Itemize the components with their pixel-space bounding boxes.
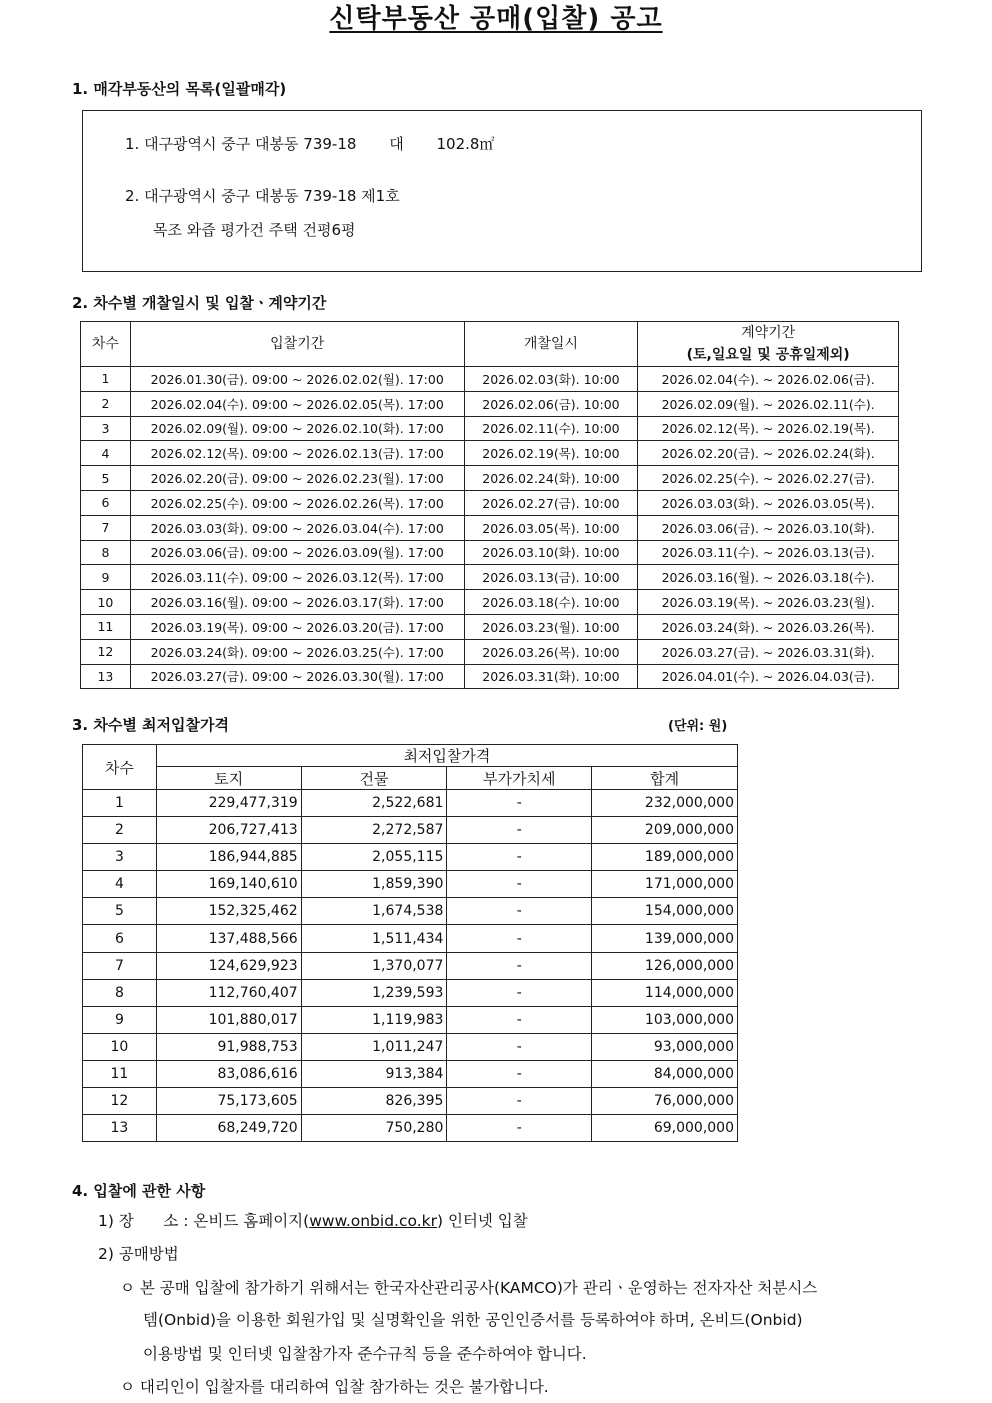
schedule-opening: 2026.02.19(목). 10:00 bbox=[464, 441, 638, 466]
col-vat: 부가가치세 bbox=[447, 767, 592, 790]
schedule-bid-period: 2026.03.11(수). 09:00 ~ 2026.03.12(목). 17:00 bbox=[130, 565, 464, 590]
bullet2: ㅇ 대리인이 입찰자를 대리하여 입찰 참가하는 것은 불가합니다. bbox=[120, 1378, 549, 1396]
price-land: 83,086,616 bbox=[156, 1060, 301, 1087]
section2-heading: 2. 차수별 개찰일시 및 입찰ㆍ계약기간 bbox=[72, 294, 327, 312]
schedule-round: 7 bbox=[81, 515, 131, 540]
price-building: 1,511,434 bbox=[301, 925, 447, 952]
price-land: 229,477,319 bbox=[156, 790, 301, 817]
col-land: 토지 bbox=[156, 767, 301, 790]
price-row bbox=[83, 1115, 738, 1142]
price-vat: - bbox=[447, 790, 592, 817]
schedule-opening: 2026.03.31(화). 10:00 bbox=[464, 664, 638, 689]
price-round: 1 bbox=[83, 790, 157, 817]
price-land: 186,944,885 bbox=[156, 844, 301, 871]
property-item-1-area: 102.8㎡ bbox=[436, 135, 495, 153]
price-land: 124,629,923 bbox=[156, 952, 301, 979]
schedule-contract: 2026.03.27(금). ~ 2026.03.31(화). bbox=[638, 639, 899, 664]
schedule-opening: 2026.03.10(화). 10:00 bbox=[464, 540, 638, 565]
price-total: 69,000,000 bbox=[592, 1115, 738, 1142]
schedule-opening: 2026.03.18(수). 10:00 bbox=[464, 590, 638, 615]
price-row bbox=[83, 844, 738, 871]
schedule-row bbox=[81, 614, 899, 639]
col-total: 합계 bbox=[592, 767, 738, 790]
price-building: 1,239,593 bbox=[301, 979, 447, 1006]
schedule-opening: 2026.03.13(금). 10:00 bbox=[464, 565, 638, 590]
price-round: 12 bbox=[83, 1088, 157, 1115]
property-list-box bbox=[82, 110, 922, 272]
schedule-contract: 2026.02.09(월). ~ 2026.02.11(수). bbox=[638, 391, 899, 416]
price-total: 93,000,000 bbox=[592, 1033, 738, 1060]
price-total: 76,000,000 bbox=[592, 1088, 738, 1115]
price-vat: - bbox=[447, 979, 592, 1006]
place-suffix: ) 인터넷 입찰 bbox=[436, 1212, 528, 1230]
price-land: 112,760,407 bbox=[156, 979, 301, 1006]
price-round: 3 bbox=[83, 844, 157, 871]
price-round: 7 bbox=[83, 952, 157, 979]
price-vat: - bbox=[447, 817, 592, 844]
price-vat: - bbox=[447, 1033, 592, 1060]
price-building: 750,280 bbox=[301, 1115, 447, 1142]
price-vat: - bbox=[447, 1115, 592, 1142]
col-contract-note-text: (토,일요일 및 공휴일제외) bbox=[686, 347, 850, 363]
schedule-contract: 2026.04.01(수). ~ 2026.04.03(금). bbox=[638, 664, 899, 689]
section4-heading: 4. 입찰에 관한 사항 bbox=[72, 1182, 206, 1200]
schedule-contract: 2026.02.04(수). ~ 2026.02.06(금). bbox=[638, 367, 899, 392]
price-round: 6 bbox=[83, 925, 157, 952]
price-vat: - bbox=[447, 844, 592, 871]
price-total: 154,000,000 bbox=[592, 898, 738, 925]
property-item-2-line1: 2. 대구광역시 중구 대봉동 739-18 제1호 bbox=[125, 187, 400, 205]
schedule-row bbox=[81, 590, 899, 615]
schedule-bid-period: 2026.02.20(금). 09:00 ~ 2026.02.23(월). 17:00 bbox=[130, 466, 464, 491]
page-title bbox=[0, 2, 992, 36]
schedule-opening: 2026.02.06(금). 10:00 bbox=[464, 391, 638, 416]
schedule-opening: 2026.03.05(목). 10:00 bbox=[464, 515, 638, 540]
schedule-round: 1 bbox=[81, 367, 131, 392]
section1-heading: 1. 매각부동산의 목록(일괄매각) bbox=[72, 80, 287, 98]
price-total: 126,000,000 bbox=[592, 952, 738, 979]
price-row bbox=[83, 925, 738, 952]
price-total: 84,000,000 bbox=[592, 1060, 738, 1087]
price-land: 169,140,610 bbox=[156, 871, 301, 898]
col-bid-period: 입찰기간 bbox=[130, 322, 464, 367]
schedule-bid-period: 2026.03.03(화). 09:00 ~ 2026.03.04(수). 17:00 bbox=[130, 515, 464, 540]
schedule-round: 13 bbox=[81, 664, 131, 689]
price-total: 103,000,000 bbox=[592, 1006, 738, 1033]
schedule-opening: 2026.02.11(수). 10:00 bbox=[464, 416, 638, 441]
schedule-contract: 2026.02.20(금). ~ 2026.02.24(화). bbox=[638, 441, 899, 466]
schedule-contract: 2026.02.12(목). ~ 2026.02.19(목). bbox=[638, 416, 899, 441]
schedule-opening: 2026.03.23(월). 10:00 bbox=[464, 614, 638, 639]
schedule-table bbox=[80, 321, 899, 689]
schedule-contract: 2026.03.03(화). ~ 2026.03.05(목). bbox=[638, 490, 899, 515]
price-building: 826,395 bbox=[301, 1088, 447, 1115]
price-land: 152,325,462 bbox=[156, 898, 301, 925]
schedule-bid-period: 2026.03.27(금). 09:00 ~ 2026.03.30(월). 17:00 bbox=[130, 664, 464, 689]
schedule-contract: 2026.03.24(화). ~ 2026.03.26(목). bbox=[638, 614, 899, 639]
price-round: 4 bbox=[83, 871, 157, 898]
schedule-round: 6 bbox=[81, 490, 131, 515]
schedule-contract: 2026.03.11(수). ~ 2026.03.13(금). bbox=[638, 540, 899, 565]
schedule-bid-period: 2026.02.12(목). 09:00 ~ 2026.02.13(금). 17:00 bbox=[130, 441, 464, 466]
schedule-round: 5 bbox=[81, 466, 131, 491]
price-row bbox=[83, 979, 738, 1006]
schedule-round: 2 bbox=[81, 391, 131, 416]
price-building: 1,859,390 bbox=[301, 871, 447, 898]
price-round: 9 bbox=[83, 1006, 157, 1033]
schedule-row bbox=[81, 367, 899, 392]
schedule-bid-period: 2026.03.16(월). 09:00 ~ 2026.03.17(화). 17:00 bbox=[130, 590, 464, 615]
schedule-contract: 2026.03.16(월). ~ 2026.03.18(수). bbox=[638, 565, 899, 590]
col-building: 건물 bbox=[301, 767, 447, 790]
price-row bbox=[83, 1088, 738, 1115]
price-building: 1,011,247 bbox=[301, 1033, 447, 1060]
price-building: 1,119,983 bbox=[301, 1006, 447, 1033]
price-building: 913,384 bbox=[301, 1060, 447, 1087]
property-item-1-category: 대 bbox=[389, 135, 404, 153]
schedule-bid-period: 2026.01.30(금). 09:00 ~ 2026.02.02(월). 17:00 bbox=[130, 367, 464, 392]
price-vat: - bbox=[447, 1088, 592, 1115]
schedule-opening: 2026.02.27(금). 10:00 bbox=[464, 490, 638, 515]
place-line bbox=[98, 1210, 528, 1232]
price-total: 209,000,000 bbox=[592, 817, 738, 844]
price-round: 11 bbox=[83, 1060, 157, 1087]
price-row bbox=[83, 1060, 738, 1087]
col-price-round: 차수 bbox=[83, 745, 157, 790]
price-round: 13 bbox=[83, 1115, 157, 1142]
price-vat: - bbox=[447, 1060, 592, 1087]
schedule-opening: 2026.02.24(화). 10:00 bbox=[464, 466, 638, 491]
price-total: 171,000,000 bbox=[592, 871, 738, 898]
schedule-row bbox=[81, 515, 899, 540]
bullet1-line1: ㅇ 본 공매 입찰에 참가하기 위해서는 한국자산관리공사(KAMCO)가 관리ㆍ운영하는 전자자산 처분시스 bbox=[120, 1279, 818, 1297]
schedule-row bbox=[81, 664, 899, 689]
price-vat: - bbox=[447, 871, 592, 898]
price-row bbox=[83, 952, 738, 979]
schedule-row bbox=[81, 490, 899, 515]
price-building: 1,370,077 bbox=[301, 952, 447, 979]
col-contract-title: 계약기간 bbox=[741, 325, 796, 341]
schedule-round: 9 bbox=[81, 565, 131, 590]
price-building: 2,272,587 bbox=[301, 817, 447, 844]
price-land: 101,880,017 bbox=[156, 1006, 301, 1033]
schedule-contract: 2026.03.06(금). ~ 2026.03.10(화). bbox=[638, 515, 899, 540]
col-contract-note bbox=[638, 344, 899, 367]
schedule-bid-period: 2026.03.24(화). 09:00 ~ 2026.03.25(수). 17:00 bbox=[130, 639, 464, 664]
property-item-1 bbox=[125, 133, 494, 154]
price-total: 114,000,000 bbox=[592, 979, 738, 1006]
price-row bbox=[83, 871, 738, 898]
schedule-opening: 2026.02.03(화). 10:00 bbox=[464, 367, 638, 392]
price-land: 75,173,605 bbox=[156, 1088, 301, 1115]
col-opening: 개찰일시 bbox=[464, 322, 638, 367]
schedule-bid-period: 2026.03.19(목). 09:00 ~ 2026.03.20(금). 17:00 bbox=[130, 614, 464, 639]
property-item-1-address: 1. 대구광역시 중구 대봉동 739-18 bbox=[125, 135, 357, 153]
price-table bbox=[82, 744, 738, 1142]
schedule-row bbox=[81, 441, 899, 466]
schedule-row bbox=[81, 391, 899, 416]
price-land: 137,488,566 bbox=[156, 925, 301, 952]
schedule-row bbox=[81, 540, 899, 565]
price-land: 91,988,753 bbox=[156, 1033, 301, 1060]
schedule-round: 10 bbox=[81, 590, 131, 615]
onbid-link[interactable]: www.onbid.co.kr bbox=[309, 1212, 437, 1230]
col-round: 차수 bbox=[81, 322, 131, 367]
price-round: 2 bbox=[83, 817, 157, 844]
price-building: 1,674,538 bbox=[301, 898, 447, 925]
schedule-contract: 2026.02.25(수). ~ 2026.02.27(금). bbox=[638, 466, 899, 491]
schedule-row bbox=[81, 416, 899, 441]
method-label: 2) 공매방법 bbox=[98, 1245, 179, 1263]
schedule-round: 4 bbox=[81, 441, 131, 466]
col-contract bbox=[638, 322, 899, 345]
schedule-round: 8 bbox=[81, 540, 131, 565]
price-round: 10 bbox=[83, 1033, 157, 1060]
section3-heading: 3. 차수별 최저입찰가격 bbox=[72, 716, 229, 734]
price-vat: - bbox=[447, 898, 592, 925]
schedule-opening: 2026.03.26(목). 10:00 bbox=[464, 639, 638, 664]
schedule-row bbox=[81, 639, 899, 664]
bullet1-line2: 템(Onbid)을 이용한 회원가입 및 실명확인을 위한 공인인증서를 등록하여야 하며, 온비드(Onbid) bbox=[143, 1311, 803, 1329]
price-total: 189,000,000 bbox=[592, 844, 738, 871]
bullet1-line3: 이용방법 및 인터넷 입찰참가자 준수규칙 등을 준수하여야 합니다. bbox=[143, 1345, 587, 1363]
price-vat: - bbox=[447, 925, 592, 952]
price-row bbox=[83, 1033, 738, 1060]
schedule-bid-period: 2026.03.06(금). 09:00 ~ 2026.03.09(월). 17:00 bbox=[130, 540, 464, 565]
schedule-bid-period: 2026.02.25(수). 09:00 ~ 2026.02.26(목). 17:00 bbox=[130, 490, 464, 515]
price-row bbox=[83, 898, 738, 925]
price-row bbox=[83, 817, 738, 844]
property-item-2-line2: 목조 와즙 평가건 주택 건평6평 bbox=[153, 221, 356, 239]
price-building: 2,522,681 bbox=[301, 790, 447, 817]
place-label: 1) 장 소 : 온비드 홈페이지( bbox=[98, 1212, 310, 1230]
page-title-text: 신탁부동산 공매(입찰) 공고 bbox=[329, 4, 663, 34]
price-row bbox=[83, 790, 738, 817]
price-round: 8 bbox=[83, 979, 157, 1006]
price-land: 68,249,720 bbox=[156, 1115, 301, 1142]
price-round: 5 bbox=[83, 898, 157, 925]
schedule-round: 12 bbox=[81, 639, 131, 664]
schedule-row bbox=[81, 565, 899, 590]
schedule-bid-period: 2026.02.09(월). 09:00 ~ 2026.02.10(화). 17:00 bbox=[130, 416, 464, 441]
schedule-round: 3 bbox=[81, 416, 131, 441]
schedule-bid-period: 2026.02.04(수). 09:00 ~ 2026.02.05(목). 17:00 bbox=[130, 391, 464, 416]
price-vat: - bbox=[447, 1006, 592, 1033]
schedule-round: 11 bbox=[81, 614, 131, 639]
col-price-group: 최저입찰가격 bbox=[156, 745, 737, 767]
price-total: 139,000,000 bbox=[592, 925, 738, 952]
price-vat: - bbox=[447, 952, 592, 979]
schedule-row bbox=[81, 466, 899, 491]
unit-label: (단위: 원) bbox=[668, 719, 728, 734]
price-row bbox=[83, 1006, 738, 1033]
schedule-contract: 2026.03.19(목). ~ 2026.03.23(월). bbox=[638, 590, 899, 615]
price-total: 232,000,000 bbox=[592, 790, 738, 817]
price-land: 206,727,413 bbox=[156, 817, 301, 844]
price-building: 2,055,115 bbox=[301, 844, 447, 871]
